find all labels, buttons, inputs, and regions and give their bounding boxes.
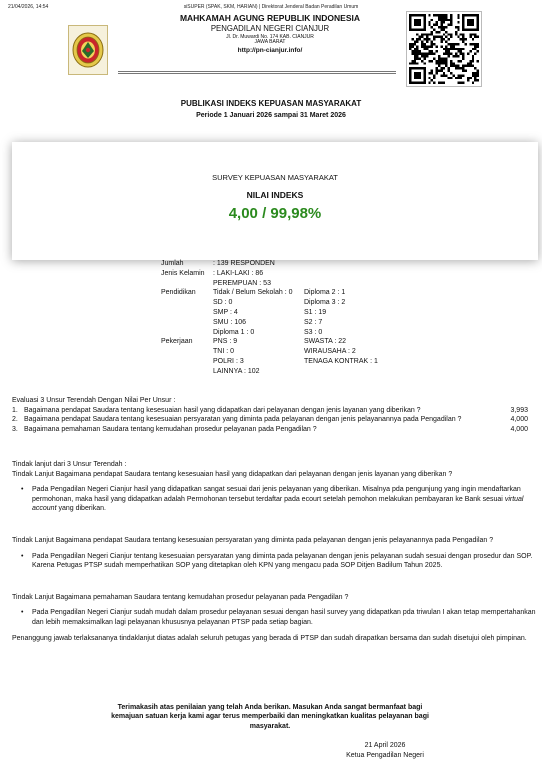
- occupation-value: LAINNYA : 102: [213, 367, 260, 375]
- qr-code: [407, 12, 481, 86]
- letterhead: [150, 14, 390, 55]
- publication-period: Periode 1 Januari 2026 sampai 31 Maret 2026: [196, 112, 346, 119]
- education-value: Diploma 3 : 2: [304, 299, 346, 307]
- answer-text: Pada Pengadilan Negeri Cianjur hasil yang didapatkan sangat sesuai dari jenis pelayanan yang diberikan. Misalnya pda pengunjung yang ingin mendaftarkan permohonan, maka hasil yang didapatkan adalah Permohonan tersebut terdaftar pada ecourt setelah pemohon melakukan pembayaran ke Bank sesuai: [32, 486, 521, 503]
- education-value: S2 : 7: [304, 318, 323, 326]
- education-value: S1 : 19: [304, 308, 327, 316]
- evaluation-item: [12, 425, 528, 435]
- evaluation-score: 3,993: [510, 406, 528, 414]
- evaluation-score: 4,000: [510, 416, 528, 424]
- evaluation-number: 3.: [12, 425, 18, 433]
- court-address: Jl. Dr. Muwardi No. 174 KAB. CIANJUR: [226, 33, 314, 40]
- evaluation-item: [12, 415, 528, 425]
- print-title: siSUPER (SPAK, SKM, HARIAN) | Direktorat Jenderal Badan Peradilan Umum: [183, 4, 359, 10]
- education-value: S3 : 0: [304, 328, 323, 336]
- followup-question: Tindak Lanjut Bagaimana pendapat Saudara tentang kesesuaian hasil yang didapatkan dari pelayanan dengan jenis layanan yang diberikan ?: [12, 470, 453, 478]
- qr-code-icon: [409, 14, 479, 84]
- court-website-link[interactable]: http://pn-cianjur.info/: [237, 47, 303, 55]
- thank-you-note: Terimakasih atas penilaian yang telah Anda berikan. Masukan Anda sangat bermanfaat bagi kemajuan satuan kerja kami agar terus memperbaiki dan meningkatkan kualitas pelayanan bagi masyarakat.: [111, 704, 429, 730]
- followup-section: [12, 460, 538, 643]
- evaluation-question: Bagaimana pendapat Saudara tentang kesesuaian hasil yang didapatkan dari pelayanan dengan jenis layanan yang diberikan ?: [24, 406, 421, 414]
- education-label: Pendidikan: [161, 289, 196, 297]
- jumlah-label: Jumlah: [161, 260, 184, 267]
- signature-date: 21 April 2026: [364, 742, 406, 749]
- evaluation-number: 1.: [12, 406, 18, 414]
- education-value: Diploma 1 : 0: [213, 328, 255, 336]
- occupation-value: TNI : 0: [213, 348, 235, 356]
- index-label: NILAI INDEKS: [246, 190, 304, 200]
- education-value: SMP : 4: [213, 308, 238, 316]
- court-branch: PENGADILAN NEGERI CIANJUR: [210, 23, 330, 33]
- signature-role: Ketua Pengadilan Negeri: [346, 752, 424, 759]
- responsible-statement: Penanggung jawab terlaksananya tindaklanjut diatas adalah seluruh petugas yang berada di PTSP dan sudah dirapatkan bersama dan sudah disetujui oleh pimpinan.: [12, 634, 527, 642]
- followup-question: Tindak Lanjut Bagaimana pemahaman Saudara tentang kemudahan prosedur pelayanan pada Pengadilan ?: [12, 593, 349, 601]
- followup-intro: Tindak lanjut dari 3 Unsur Terendah :: [12, 461, 127, 468]
- followup-answer: • Pada Pengadilan Negeri Cianjur tentang kesesuaian persyaratan yang diminta pada pelayanan dengan jenis pelayanan sudah sesuai dengan prosedur dan SOP. Karena Petugas PTSP sudah memperhatikan SOP yang ditetapkan oleh KPN yang mengacu pada SOP Ditjen Badilum Tahun 2025.: [12, 552, 538, 571]
- gender-label: Jenis Kelamin: [161, 269, 205, 277]
- evaluation-heading: Evaluasi 3 Unsur Terendah Dengan Nilai Per Unsur :: [12, 397, 176, 404]
- followup-question: Tindak Lanjut Bagaimana pendapat Saudara tentang kesesuaian persyaratan yang diminta pada pelayanan dengan jenis pelayanannya pada Pengadilan ?: [12, 536, 494, 544]
- evaluation-item: [12, 406, 528, 416]
- evaluation-score: 4,000: [510, 425, 528, 433]
- education-value: Diploma 2 : 1: [304, 289, 346, 297]
- answer-text-tail: yang diberikan.: [56, 505, 106, 513]
- signature-block: [310, 741, 460, 760]
- emblem-icon: [70, 27, 106, 73]
- evaluation-section: [12, 396, 528, 434]
- gender-female: PEREMPUAN : 53: [213, 279, 271, 287]
- education-value: SD : 0: [213, 299, 233, 307]
- gender-male: : LAKI-LAKI : 86: [213, 269, 264, 277]
- followup-answer: [12, 485, 538, 514]
- index-score: 4,00 / 99,98%: [228, 205, 322, 222]
- answer-italic-term: virtual account: [32, 495, 524, 513]
- occupation-value: POLRI : 3: [213, 357, 244, 365]
- letterhead-divider: [118, 71, 396, 74]
- evaluation-number: 2.: [12, 416, 18, 424]
- survey-title: SURVEY KEPUASAN MASYARAKAT: [212, 173, 338, 182]
- jumlah-value: : 139 RESPONDEN: [213, 260, 275, 267]
- occupation-value: PNS : 9: [213, 338, 238, 346]
- occupation-label: Pekerjaan: [161, 338, 193, 346]
- survey-index-card: [12, 142, 538, 260]
- occupation-value: TENAGA KONTRAK : 1: [304, 357, 378, 365]
- occupation-value: WIRAUSAHA : 2: [304, 348, 356, 356]
- publication-title: PUBLIKASI INDEKS KEPUASAN MASYARAKAT: [180, 99, 362, 108]
- print-date: 21/04/2026, 14:54: [8, 4, 49, 10]
- occupation-value: SWASTA : 22: [304, 338, 347, 346]
- court-name: MAHKAMAH AGUNG REPUBLIK INDONESIA: [179, 13, 361, 23]
- court-emblem-logo: [68, 25, 108, 75]
- evaluation-question: Bagaimana pemahaman Saudara tentang kemudahan prosedur pelayanan pada Pengadilan ?: [24, 425, 317, 433]
- evaluation-question: Bagaimana pendapat Saudara tentang kesesuaian persyaratan yang diminta pada pelayanan dengan jenis pelayanannya pada Pengadilan ?: [24, 416, 462, 424]
- education-value: SMU : 106: [213, 318, 247, 326]
- followup-answer: • Pada Pengadilan Negeri Cianjur sudah mudah dalam prosedur pelayanan sesuai dengan hasil survey yang didapatkan pda triwulan I akan tetap mempertahankan dan lebih memaksimalkan lagi pelayanan khususnya pelayanan PTSP pada setiap bagian.: [12, 608, 538, 627]
- court-province: JAWA BARAT: [254, 39, 286, 46]
- education-value: Tidak / Belum Sekolah : 0: [213, 289, 293, 297]
